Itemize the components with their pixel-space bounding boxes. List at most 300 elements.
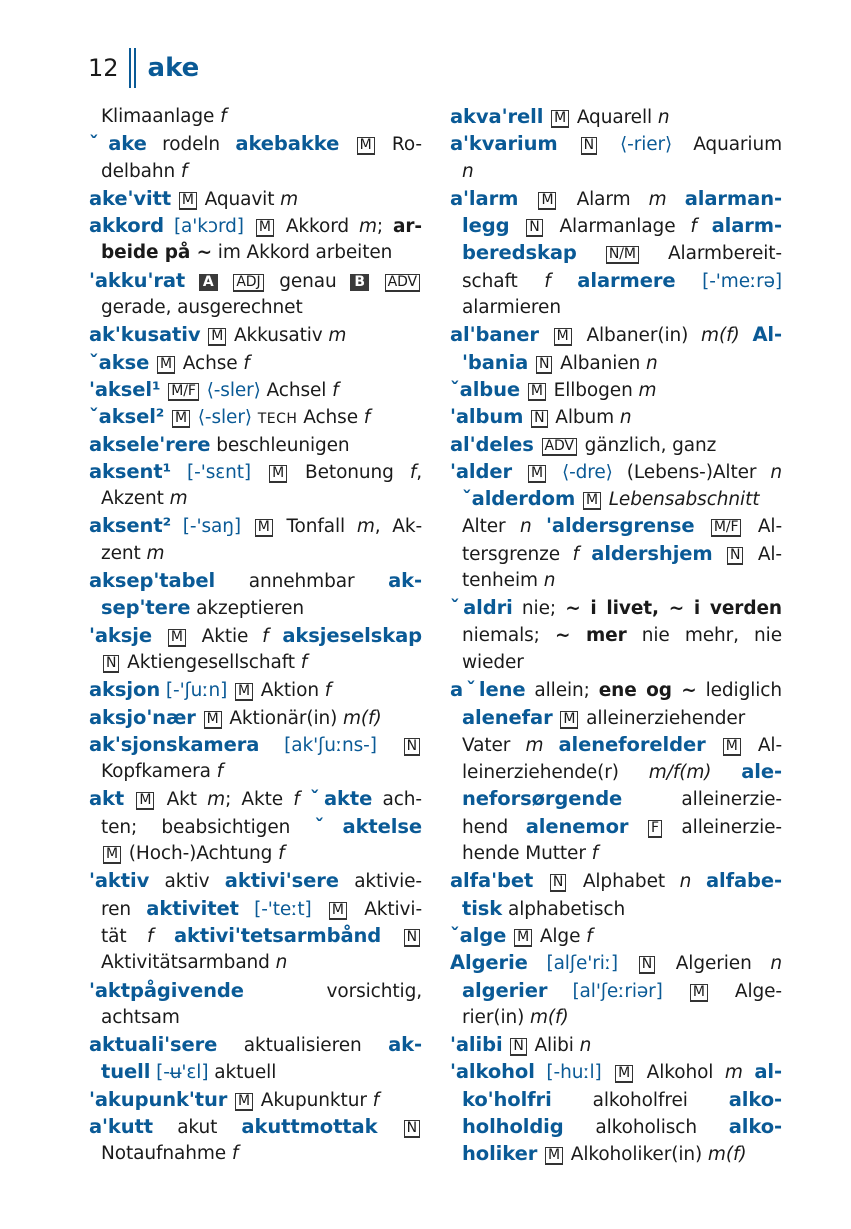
- text: Aktivitätsarmband: [101, 952, 276, 974]
- text: ,: [416, 461, 422, 483]
- text: aktuell: [208, 1062, 277, 1084]
- dict-line: [89, 731, 422, 758]
- headword: 'akupunk'tur: [89, 1087, 228, 1111]
- text: [528, 953, 547, 974]
- text: schaft: [462, 270, 545, 292]
- dict-line: [89, 704, 422, 731]
- headword: ˇakse: [89, 350, 150, 374]
- pos-box: ADJ: [233, 274, 263, 292]
- text: [706, 735, 721, 756]
- text: [171, 462, 187, 483]
- pos-box: M: [560, 711, 578, 729]
- grammar-italic: f: [216, 761, 224, 783]
- phonetic: [a'kɔrd]: [173, 216, 244, 238]
- text: Alarmbereit-: [640, 243, 782, 265]
- text: [369, 271, 383, 292]
- pos-box: M: [235, 683, 253, 701]
- grammar-italic: f: [586, 925, 593, 947]
- text: [171, 516, 183, 537]
- text: Albanien: [554, 352, 646, 374]
- dict-line: [89, 676, 422, 703]
- section-marker: B: [350, 274, 369, 291]
- phonetic: ⟨-sler⟩: [197, 407, 252, 429]
- text: hend: [462, 816, 526, 838]
- text: [740, 325, 753, 346]
- text: [339, 134, 354, 155]
- grammar-italic: n: [645, 352, 658, 374]
- dict-line: [450, 731, 782, 758]
- text: [548, 462, 562, 483]
- grammar-italic: f: [363, 407, 371, 429]
- text: tät: [101, 925, 148, 947]
- dict-line: [89, 922, 422, 949]
- headword: akt: [89, 787, 125, 811]
- text: [227, 680, 233, 701]
- text: [533, 871, 548, 892]
- dict-line: [450, 239, 782, 266]
- text: [694, 516, 708, 537]
- left-column: [89, 103, 422, 1168]
- pos-box: M: [554, 328, 572, 346]
- phonetic: [-ʉ'ɛl]: [156, 1062, 209, 1084]
- dict-line: [89, 1113, 422, 1140]
- dict-line: [89, 294, 422, 321]
- dict-line: [450, 349, 782, 376]
- dict-line: [450, 212, 782, 239]
- grammar-italic: f: [243, 352, 250, 374]
- pos-box: M: [723, 738, 741, 756]
- text: ;: [376, 216, 394, 238]
- pos-box: ADV: [385, 274, 420, 292]
- running-head: ake: [147, 53, 200, 83]
- dict-line: [89, 485, 422, 512]
- dict-line: [89, 867, 422, 894]
- text: [713, 544, 725, 565]
- pos-box: N: [103, 655, 119, 673]
- dict-line: [450, 567, 782, 594]
- dict-line: [89, 622, 422, 649]
- pos-box: M/F: [168, 383, 199, 401]
- headword: aktivi'tetsarmbånd: [173, 923, 382, 947]
- headword: a'kutt: [89, 1114, 154, 1138]
- grammar-italic: f: [372, 1089, 380, 1111]
- pos-box: N: [526, 219, 542, 237]
- headword: a'kvarium: [450, 132, 558, 156]
- dict-line: [89, 949, 422, 976]
- phonetic: [-'ʃuːn]: [165, 680, 228, 702]
- text: [164, 407, 170, 428]
- text: Alphabet: [568, 871, 680, 893]
- dict-line: [450, 704, 782, 731]
- grammar-italic: f: [300, 651, 308, 673]
- text: alphabetisch: [502, 898, 626, 920]
- dict-line: [89, 813, 422, 840]
- grammar-italic: m: [146, 542, 165, 564]
- text: alarmieren: [462, 297, 561, 319]
- text: [377, 1117, 401, 1138]
- pos-box: N: [510, 1038, 526, 1056]
- dict-line: [450, 1058, 782, 1085]
- text: wieder: [462, 651, 524, 673]
- text: gerade, ausgerechnet: [101, 297, 303, 319]
- phonetic: [-'sɛnt]: [187, 461, 252, 483]
- text: [149, 353, 155, 374]
- grammar-italic: m: [328, 325, 347, 347]
- text: allein;: [525, 680, 599, 702]
- text: aktivie-: [338, 871, 422, 893]
- text: [539, 325, 552, 346]
- text: [200, 325, 206, 346]
- grammar-italic: m: [648, 188, 667, 210]
- grammar-italic: n: [275, 952, 288, 974]
- headword: aleneforelder: [558, 732, 706, 756]
- pos-box: M: [528, 383, 546, 401]
- headword: Al-: [752, 323, 782, 347]
- text: Aquarium: [672, 134, 782, 156]
- headword: ˇalge: [450, 923, 507, 947]
- text: Achse: [176, 352, 244, 374]
- text: Aktivi-: [348, 898, 422, 920]
- dict-line: [450, 512, 782, 539]
- headword: 'aksel¹: [89, 377, 161, 401]
- text: Ro-: [376, 134, 422, 156]
- pos-box: N: [404, 1120, 420, 1138]
- headword: alarman-: [684, 186, 782, 210]
- dict-line: [450, 540, 782, 567]
- headword: al'deles: [450, 432, 534, 456]
- pos-box: M: [256, 219, 274, 237]
- text: Aktie: [187, 625, 263, 647]
- headword: tisk: [462, 896, 503, 920]
- dict-line: [450, 185, 782, 212]
- dict-line: [450, 1086, 782, 1113]
- headword: neforsørgende: [462, 787, 623, 811]
- text: nie mehr, nie: [626, 624, 782, 646]
- text: (Hoch-)Achtung: [122, 843, 279, 865]
- dict-line: [89, 130, 422, 157]
- text: beschleunigen: [210, 434, 350, 456]
- page-header: [88, 46, 199, 90]
- grammar-italic: f: [544, 270, 551, 292]
- text: Aktiengesellschaft: [121, 651, 301, 673]
- dict-line: [450, 895, 782, 922]
- pos-box: M: [538, 192, 556, 210]
- pos-box: M: [136, 792, 154, 810]
- dict-line: [89, 785, 422, 812]
- text: Aquarell: [571, 107, 658, 128]
- text: [676, 271, 703, 292]
- text: [196, 708, 202, 729]
- headword: akebakke: [235, 132, 340, 156]
- text: [534, 435, 540, 456]
- grammar-italic: n: [519, 516, 532, 538]
- dict-line: [89, 977, 422, 1004]
- dict-line: [89, 1004, 422, 1031]
- text: Alkohol: [635, 1062, 725, 1084]
- text: akut: [153, 1116, 242, 1138]
- text: [227, 1090, 233, 1111]
- phonetic: [al'ʃeːriər]: [572, 980, 663, 1002]
- grammar-italic: f: [220, 106, 227, 127]
- pos-box: M: [545, 1147, 563, 1165]
- text: tersgrenze: [462, 543, 573, 565]
- pos-box: M: [255, 519, 273, 537]
- text: [628, 817, 646, 838]
- text: achtsam: [101, 1006, 180, 1028]
- pos-box: M/F: [711, 519, 742, 537]
- dict-line: [89, 758, 422, 785]
- grammar-italic: m: [280, 188, 299, 210]
- pos-box: M: [551, 110, 569, 128]
- right-column: [450, 103, 782, 1168]
- text: [239, 899, 254, 920]
- text: alleinerziehender: [580, 707, 746, 729]
- section-marker: A: [199, 274, 218, 291]
- headword: Algerie: [450, 951, 528, 975]
- phonetic: ⟨-dre⟩: [561, 461, 613, 483]
- pos-box: M: [690, 984, 708, 1002]
- dict-line: [450, 376, 782, 403]
- text: Aktion: [254, 680, 325, 702]
- text: [743, 1062, 755, 1083]
- text: Alter: [462, 516, 520, 538]
- text: [269, 626, 283, 647]
- dict-line: [450, 922, 782, 949]
- phrase-bold: ene og ~: [598, 680, 697, 702]
- headword: aldershjem: [591, 541, 713, 565]
- text: [547, 981, 572, 1002]
- text: Tonfall: [274, 516, 357, 538]
- pos-box: N: [727, 547, 743, 565]
- dict-line: [89, 103, 422, 130]
- pos-box: N: [404, 738, 420, 756]
- grammar-italic: m(f): [530, 1006, 569, 1028]
- headword: 'akku'rat: [89, 268, 186, 292]
- headword: tuell: [101, 1060, 151, 1084]
- dict-line: [89, 1031, 422, 1058]
- dict-line: [450, 840, 782, 867]
- headword: alarmere: [577, 268, 676, 292]
- grammar-italic: f: [572, 543, 579, 565]
- text: alleinerzie-: [663, 816, 782, 838]
- text: Notaufnahme: [101, 1143, 232, 1165]
- grammar-italic: m: [207, 789, 226, 811]
- grammar-italic: m: [356, 516, 375, 538]
- headword: 'alkohol: [450, 1060, 535, 1084]
- dict-line: [89, 431, 422, 458]
- text: Album: [549, 407, 620, 429]
- headword: beredskap: [462, 241, 577, 265]
- dict-line: [89, 895, 422, 922]
- text: [537, 1144, 543, 1165]
- dict-line: [450, 158, 782, 185]
- pos-box: M: [528, 465, 546, 483]
- headword: aˇlene: [450, 678, 526, 702]
- grammar-italic: f: [293, 789, 300, 811]
- grammar-italic: m(f): [707, 1144, 747, 1166]
- dict-line: [450, 867, 782, 894]
- headword: aksent²: [89, 514, 172, 538]
- text: ten; beabsichtigen: [101, 816, 315, 838]
- text: [171, 189, 177, 210]
- text: [667, 189, 685, 210]
- headword: alko-: [728, 1087, 782, 1111]
- dict-line: [450, 977, 782, 1004]
- text: [535, 1062, 547, 1083]
- text: Alarm: [558, 188, 649, 210]
- pos-box: M: [615, 1065, 633, 1083]
- phrase-bold: ar-: [393, 216, 422, 238]
- dict-line: [450, 130, 782, 157]
- text: Klimaanlage: [101, 106, 221, 127]
- headword: 'aktiv: [89, 869, 150, 893]
- headword: 'alder: [450, 459, 513, 483]
- text: alkoholfrei: [551, 1089, 729, 1111]
- dict-line: [89, 239, 422, 266]
- grammar-italic: f: [262, 625, 269, 647]
- headword: ˇake: [89, 132, 147, 156]
- headword: al-: [754, 1060, 782, 1084]
- text: Akkusativ: [228, 325, 329, 347]
- text: ; Akte: [225, 789, 294, 811]
- headword: ak-: [388, 569, 422, 593]
- phonetic: [-'teːt]: [254, 898, 312, 920]
- pos-box: N/M: [606, 246, 639, 264]
- pos-box: M: [208, 328, 226, 346]
- text: [520, 380, 526, 401]
- text: [509, 216, 524, 237]
- text: Akt: [156, 789, 208, 811]
- phonetic: ⟨-sler⟩: [206, 379, 261, 401]
- text: [697, 216, 712, 237]
- text: gänzlich, ganz: [578, 434, 717, 456]
- grammar-italic: n: [462, 160, 474, 182]
- headword: holiker: [462, 1142, 538, 1166]
- grammar-italic: m: [525, 734, 544, 756]
- headword: ˇaktelse: [314, 814, 422, 838]
- grammar-italic: f: [180, 160, 188, 182]
- text: [241, 516, 253, 537]
- text: Achse: [297, 407, 364, 429]
- text: rodeln: [146, 134, 236, 156]
- text: [532, 516, 546, 537]
- pos-box: M: [179, 192, 197, 210]
- phonetic: [alʃe'riː]: [546, 953, 619, 975]
- text: [579, 544, 591, 565]
- dict-line: [89, 649, 422, 676]
- headword: aktuali'sere: [89, 1033, 218, 1057]
- text: Akupunktur: [255, 1089, 373, 1111]
- text: [185, 271, 199, 292]
- dict-line: [450, 321, 782, 348]
- headword: 'aktpågivende: [89, 978, 244, 1002]
- grammar-italic: n: [770, 953, 782, 975]
- headword: algerier: [462, 978, 548, 1002]
- text: [599, 134, 620, 155]
- phonetic: [-'meːrə]: [702, 270, 782, 292]
- text: [300, 789, 310, 810]
- headword: alarm-: [711, 214, 782, 238]
- dict-line: [89, 185, 422, 212]
- grammar-italic: f: [690, 216, 697, 238]
- text: niemals;: [462, 624, 555, 646]
- dict-line: [450, 676, 782, 703]
- grammar-italic: n: [619, 407, 632, 429]
- dict-line: [89, 349, 422, 376]
- text: [251, 462, 267, 483]
- grammar-italic: m: [638, 379, 657, 401]
- pos-box: M: [269, 465, 287, 483]
- dict-line: [450, 103, 782, 130]
- headword: legg: [462, 214, 510, 238]
- text: ach-: [372, 789, 422, 811]
- pos-box: M: [514, 929, 532, 947]
- double-bar-divider: [129, 48, 136, 88]
- text: [711, 762, 741, 783]
- dict-line: [450, 813, 782, 840]
- dict-line: [450, 622, 782, 649]
- headword: sep'tere: [101, 596, 191, 620]
- grammar-italic: n: [579, 1035, 592, 1057]
- headword: a'larm: [450, 186, 519, 210]
- pos-box: N: [550, 874, 566, 892]
- grammar-italic: f: [332, 379, 339, 401]
- headword: ˇalderdom: [462, 487, 576, 511]
- text: leinerziehende(r): [462, 762, 649, 784]
- grammar-italic: m: [724, 1062, 743, 1084]
- grammar-italic: m/f(m): [648, 762, 712, 784]
- text: nie;: [512, 598, 566, 620]
- pos-box: M: [103, 846, 121, 864]
- headword: ko'holfri: [462, 1087, 552, 1111]
- text: aktiv: [149, 871, 225, 893]
- text: [312, 899, 327, 920]
- dict-line: [450, 1004, 782, 1031]
- headword: aksent¹: [89, 459, 172, 483]
- grammar-italic: n: [543, 570, 556, 592]
- text: Achsel: [260, 379, 333, 401]
- text: Akzent: [101, 488, 170, 510]
- headword: aktivi'sere: [224, 869, 339, 893]
- text: Betonung: [289, 461, 410, 483]
- headword: aksep'tabel: [89, 569, 216, 593]
- text: [377, 735, 402, 756]
- headword: aktivitet: [146, 896, 239, 920]
- headword: 'aksje: [89, 623, 153, 647]
- dict-line: [450, 785, 782, 812]
- grammar-italic: m(f): [701, 325, 740, 347]
- text: [691, 871, 706, 892]
- dict-line: [89, 403, 422, 430]
- text: alkoholisch: [563, 1116, 729, 1138]
- dict-line: [450, 758, 782, 785]
- grammar-italic: f: [147, 925, 154, 947]
- dict-line: [89, 158, 422, 185]
- text: [518, 189, 536, 210]
- text: [558, 134, 579, 155]
- headword: holholdig: [462, 1114, 564, 1138]
- headword: akuttmottak: [241, 1114, 378, 1138]
- pos-box: N: [581, 137, 597, 155]
- phrase-bold: ~ i livet, ~ i verden: [565, 598, 782, 620]
- text: Algerien: [657, 953, 771, 975]
- grammar-italic: m: [358, 216, 377, 238]
- headword: alko-: [728, 1114, 782, 1138]
- phonetic: ⟨-rier⟩: [620, 134, 673, 156]
- headword: ˇalbue: [450, 377, 521, 401]
- dict-line: [450, 458, 782, 485]
- text: [577, 243, 604, 264]
